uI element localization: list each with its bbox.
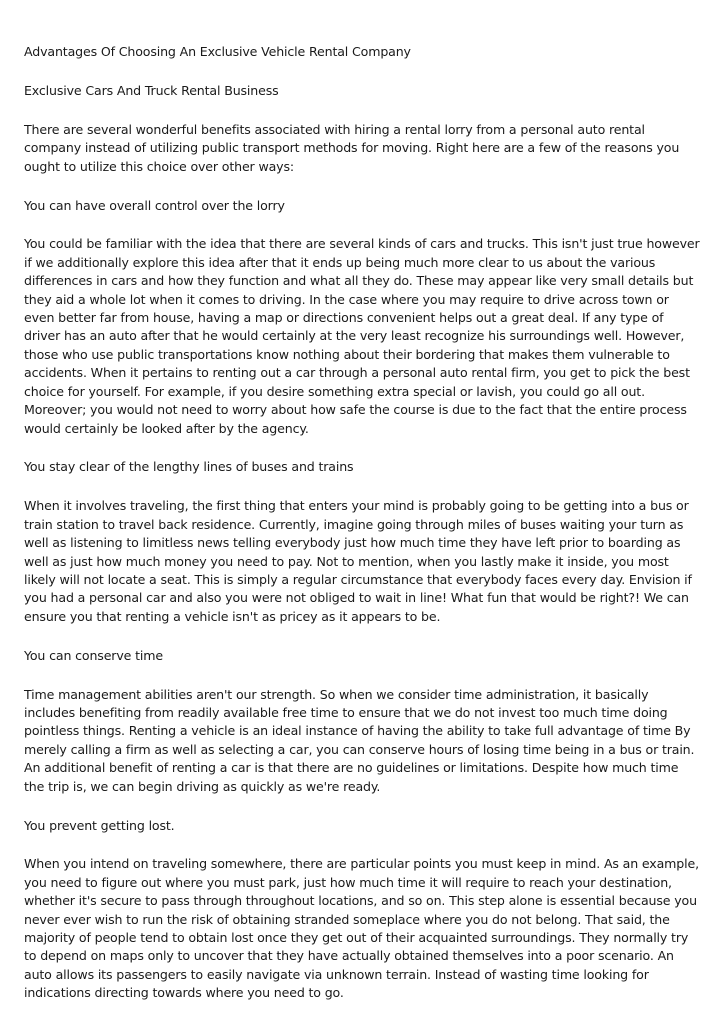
document-title: Advantages Of Choosing An Exclusive Vehicle Rental Company: [24, 44, 411, 59]
section-body-lines: When it involves traveling, the first thing that enters your mind is probably going to be getting into a bus or train station to travel back residence. Currently, imagine going through miles of buses waiting your turn as well as listening to limitless news telling everybody just how much time they have left prior to boarding as well as just how much money you need to pay. Not to mention, when you lastly make it inside, you most likely will not locate a seat. This is simply a regular circumstance that everybody faces every day. Envision if you had a personal car and also you were not obliged to wait in line! What fun that would be right?! We can ensure you that renting a vehicle isn't as pricey as it appears to be.: [24, 498, 692, 624]
section-body-lost: When you intend on traveling somewhere, there are particular points you must keep in mind. As an example, you need to figure out where you must park, just how much time it will require to reach your destination, whether it's secure to pass through throughout locations, and so on. This step alone is essential because you never ever wish to run the risk of obtaining stranded someplace where you do not belong. That said, the majority of people tend to obtain lost once they get out of their acquainted surroundings. They normally try to depend on maps only to uncover that they have actually obtained themselves into a poor scenario. An auto allows its passengers to easily navigate via unknown terrain. Instead of wasting time looking for indications directing towards where you need to go.: [24, 856, 699, 1001]
section-body-control: You could be familiar with the idea that there are several kinds of cars and trucks. This isn't just true however if we additionally explore this idea after that it ends up being much more clear to us about the various differences in cars and how they function and what all they do. These may appear like very small details but they aid a whole lot when it comes to driving. In the case where you may require to drive across town or even better far from house, having a map or directions convenient helps out a great deal. If any type of driver has an auto after that he would certainly at the very least recognize his surroundings well. However, those who use public transportations know nothing about their bordering that makes them vulnerable to accidents. When it pertains to renting out a car through a personal auto rental firm, you get to pick the best choice for yourself. For example, if you desire something extra special or lavish, you could go all out. Moreover; you would not need to worry about how safe the course is due to the fact that the entire process would certainly be looked after by the agency.: [24, 236, 700, 436]
section-heading-lines: You stay clear of the lengthy lines of buses and trains: [24, 459, 354, 475]
intro-paragraph: There are several wonderful benefits associated with hiring a rental lorry from a personal auto rental company instead of utilizing public transport methods for moving. Right here are a few of the reasons you ought to utilize this choice over other ways:: [24, 121, 680, 174]
section-heading-control: You can have overall control over the lorry: [24, 197, 285, 213]
section-heading-lost: You prevent getting lost.: [24, 817, 175, 833]
document-subtitle: Exclusive Cars And Truck Rental Business: [24, 82, 279, 98]
section-heading-time: You can conserve time: [24, 647, 163, 663]
section-body-time: Time management abilities aren't our strength. So when we consider time administration, it basically includes benefiting from readily available free time to ensure that we do not invest too much time doing pointless things. Renting a vehicle is an ideal instance of having the ability to take full advantage of time By merely calling a firm as well as selecting a car, you can conserve hours of losing time being in a bus or train. An additional benefit of renting a car is that there are no guidelines or limitations. Despite how much time the trip is, we can begin driving as quickly as we're ready.: [24, 686, 695, 794]
